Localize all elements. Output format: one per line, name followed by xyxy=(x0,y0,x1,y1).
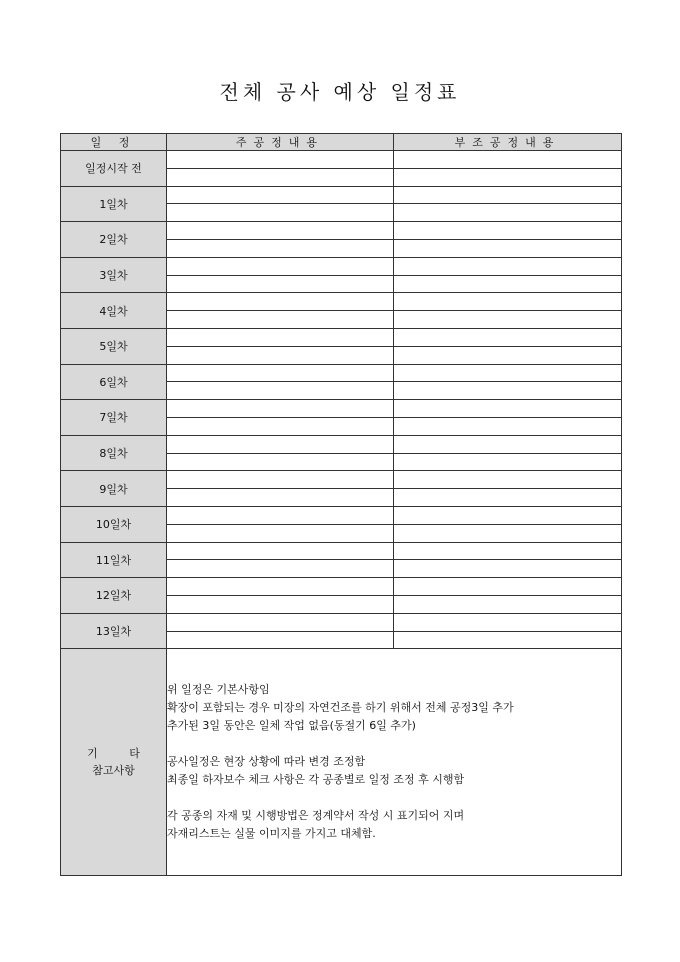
day-label: 6일차 xyxy=(61,364,167,400)
main-process-cell[interactable] xyxy=(167,257,394,275)
schedule-table xyxy=(60,133,622,876)
day-label: 2일차 xyxy=(61,222,167,258)
sub-process-cell[interactable] xyxy=(394,524,622,542)
main-process-cell[interactable] xyxy=(167,613,394,631)
main-process-cell[interactable] xyxy=(167,346,394,364)
sub-process-cell[interactable] xyxy=(394,631,622,649)
sub-process-cell[interactable] xyxy=(394,151,622,169)
sub-process-cell[interactable] xyxy=(394,168,622,186)
sub-process-cell[interactable] xyxy=(394,506,622,524)
main-process-cell[interactable] xyxy=(167,400,394,418)
main-process-cell[interactable] xyxy=(167,631,394,649)
main-process-cell[interactable] xyxy=(167,471,394,489)
sub-process-cell[interactable] xyxy=(394,435,622,453)
remarks-line: 자재리스트는 실물 이미지를 가지고 대체함. xyxy=(167,827,376,841)
main-process-cell[interactable] xyxy=(167,239,394,257)
header-day: 일 정 xyxy=(61,134,167,151)
remarks-label-line1: 기 타 xyxy=(87,747,154,761)
day-label: 9일차 xyxy=(61,471,167,507)
sub-process-cell[interactable] xyxy=(394,275,622,293)
main-process-cell[interactable] xyxy=(167,578,394,596)
main-process-cell[interactable] xyxy=(167,453,394,471)
day-label: 일정시작 전 xyxy=(61,151,167,187)
main-process-cell[interactable] xyxy=(167,168,394,186)
day-label: 12일차 xyxy=(61,578,167,614)
day-label: 3일차 xyxy=(61,257,167,293)
remarks-line: 각 공종의 자재 및 시행방법은 정계약서 작성 시 표기되어 지며 xyxy=(167,809,465,823)
main-process-cell[interactable] xyxy=(167,506,394,524)
main-process-cell[interactable] xyxy=(167,293,394,311)
day-label: 11일차 xyxy=(61,542,167,578)
main-process-cell[interactable] xyxy=(167,524,394,542)
main-process-cell[interactable] xyxy=(167,222,394,240)
main-process-cell[interactable] xyxy=(167,560,394,578)
remarks-line: 최종일 하자보수 체크 사항은 각 공종별로 일정 조정 후 시행함 xyxy=(167,773,465,787)
sub-process-cell[interactable] xyxy=(394,186,622,204)
day-label: 10일차 xyxy=(61,506,167,542)
main-process-cell[interactable] xyxy=(167,489,394,507)
day-row xyxy=(61,578,622,596)
header-sub-process: 부조공정내용 xyxy=(394,134,622,151)
day-row xyxy=(61,222,622,240)
sub-process-cell[interactable] xyxy=(394,578,622,596)
day-label: 5일차 xyxy=(61,328,167,364)
remarks-row xyxy=(61,649,622,876)
remarks-line xyxy=(167,735,621,753)
sub-process-cell[interactable] xyxy=(394,222,622,240)
sub-process-cell[interactable] xyxy=(394,364,622,382)
day-row xyxy=(61,293,622,311)
main-process-cell[interactable] xyxy=(167,328,394,346)
sub-process-cell[interactable] xyxy=(394,489,622,507)
day-label: 8일차 xyxy=(61,435,167,471)
schedule-body xyxy=(61,151,622,649)
day-row xyxy=(61,471,622,489)
remarks-line: 위 일정은 기본사항임 xyxy=(167,683,270,697)
main-process-cell[interactable] xyxy=(167,382,394,400)
sub-process-cell[interactable] xyxy=(394,239,622,257)
day-row xyxy=(61,435,622,453)
sub-process-cell[interactable] xyxy=(394,400,622,418)
header-row xyxy=(61,134,622,151)
remarks-body xyxy=(167,649,622,876)
sub-process-cell[interactable] xyxy=(394,560,622,578)
day-row xyxy=(61,542,622,560)
remarks-lines xyxy=(167,681,621,843)
remarks-line: 확장이 포함되는 경우 미장의 자연건조를 하기 위해서 전체 공정3일 추가 xyxy=(167,701,514,715)
main-process-cell[interactable] xyxy=(167,151,394,169)
day-row xyxy=(61,364,622,382)
main-process-cell[interactable] xyxy=(167,595,394,613)
day-row xyxy=(61,613,622,631)
sub-process-cell[interactable] xyxy=(394,346,622,364)
sub-process-cell[interactable] xyxy=(394,311,622,329)
sub-process-cell[interactable] xyxy=(394,382,622,400)
sub-process-cell[interactable] xyxy=(394,595,622,613)
page-title: 전체 공사 예상 일정표 xyxy=(219,80,461,104)
remarks-label-line2: 참고사항 xyxy=(92,764,135,778)
remarks-line: 공사일정은 현장 상황에 따라 변경 조정함 xyxy=(167,755,366,769)
day-label: 13일차 xyxy=(61,613,167,649)
remarks-line xyxy=(167,789,621,807)
sub-process-cell[interactable] xyxy=(394,613,622,631)
main-process-cell[interactable] xyxy=(167,186,394,204)
sub-process-cell[interactable] xyxy=(394,293,622,311)
day-row xyxy=(61,257,622,275)
remarks-label xyxy=(61,649,167,876)
header-main-process: 주공정내용 xyxy=(167,134,394,151)
sub-process-cell[interactable] xyxy=(394,204,622,222)
day-row xyxy=(61,186,622,204)
day-label: 7일차 xyxy=(61,400,167,436)
day-row xyxy=(61,506,622,524)
sub-process-cell[interactable] xyxy=(394,542,622,560)
sub-process-cell[interactable] xyxy=(394,417,622,435)
day-row xyxy=(61,328,622,346)
main-process-cell[interactable] xyxy=(167,542,394,560)
day-row xyxy=(61,400,622,418)
main-process-cell[interactable] xyxy=(167,311,394,329)
main-process-cell[interactable] xyxy=(167,275,394,293)
main-process-cell[interactable] xyxy=(167,417,394,435)
remarks-line: 추가된 3일 동안은 일체 작업 없음(동절기 6일 추가) xyxy=(167,719,416,733)
sub-process-cell[interactable] xyxy=(394,453,622,471)
day-label: 1일차 xyxy=(61,186,167,222)
sub-process-cell[interactable] xyxy=(394,471,622,489)
day-label: 4일차 xyxy=(61,293,167,329)
sub-process-cell[interactable] xyxy=(394,328,622,346)
main-process-cell[interactable] xyxy=(167,204,394,222)
main-process-cell[interactable] xyxy=(167,364,394,382)
main-process-cell[interactable] xyxy=(167,435,394,453)
day-row xyxy=(61,151,622,169)
sub-process-cell[interactable] xyxy=(394,257,622,275)
